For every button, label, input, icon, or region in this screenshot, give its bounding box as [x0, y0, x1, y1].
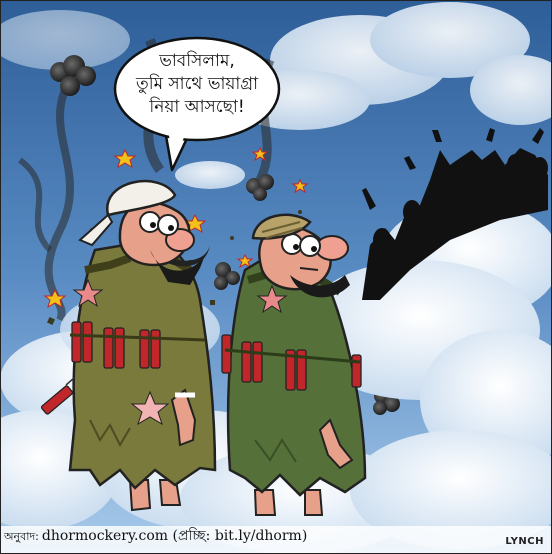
speech-bubble-text: ভাবসিলাম, তুমি সাথে ভায়াগ্রা নিয়া আসছো! [135, 51, 259, 117]
credit-link[interactable]: dhormockery.com (প্রচ্ছি: bit.ly/dhorm) [41, 528, 308, 544]
translator-prefix: অনুবাদ: [4, 530, 39, 543]
artist-signature: LYNCH [505, 536, 544, 547]
footer-credit [4, 524, 307, 548]
